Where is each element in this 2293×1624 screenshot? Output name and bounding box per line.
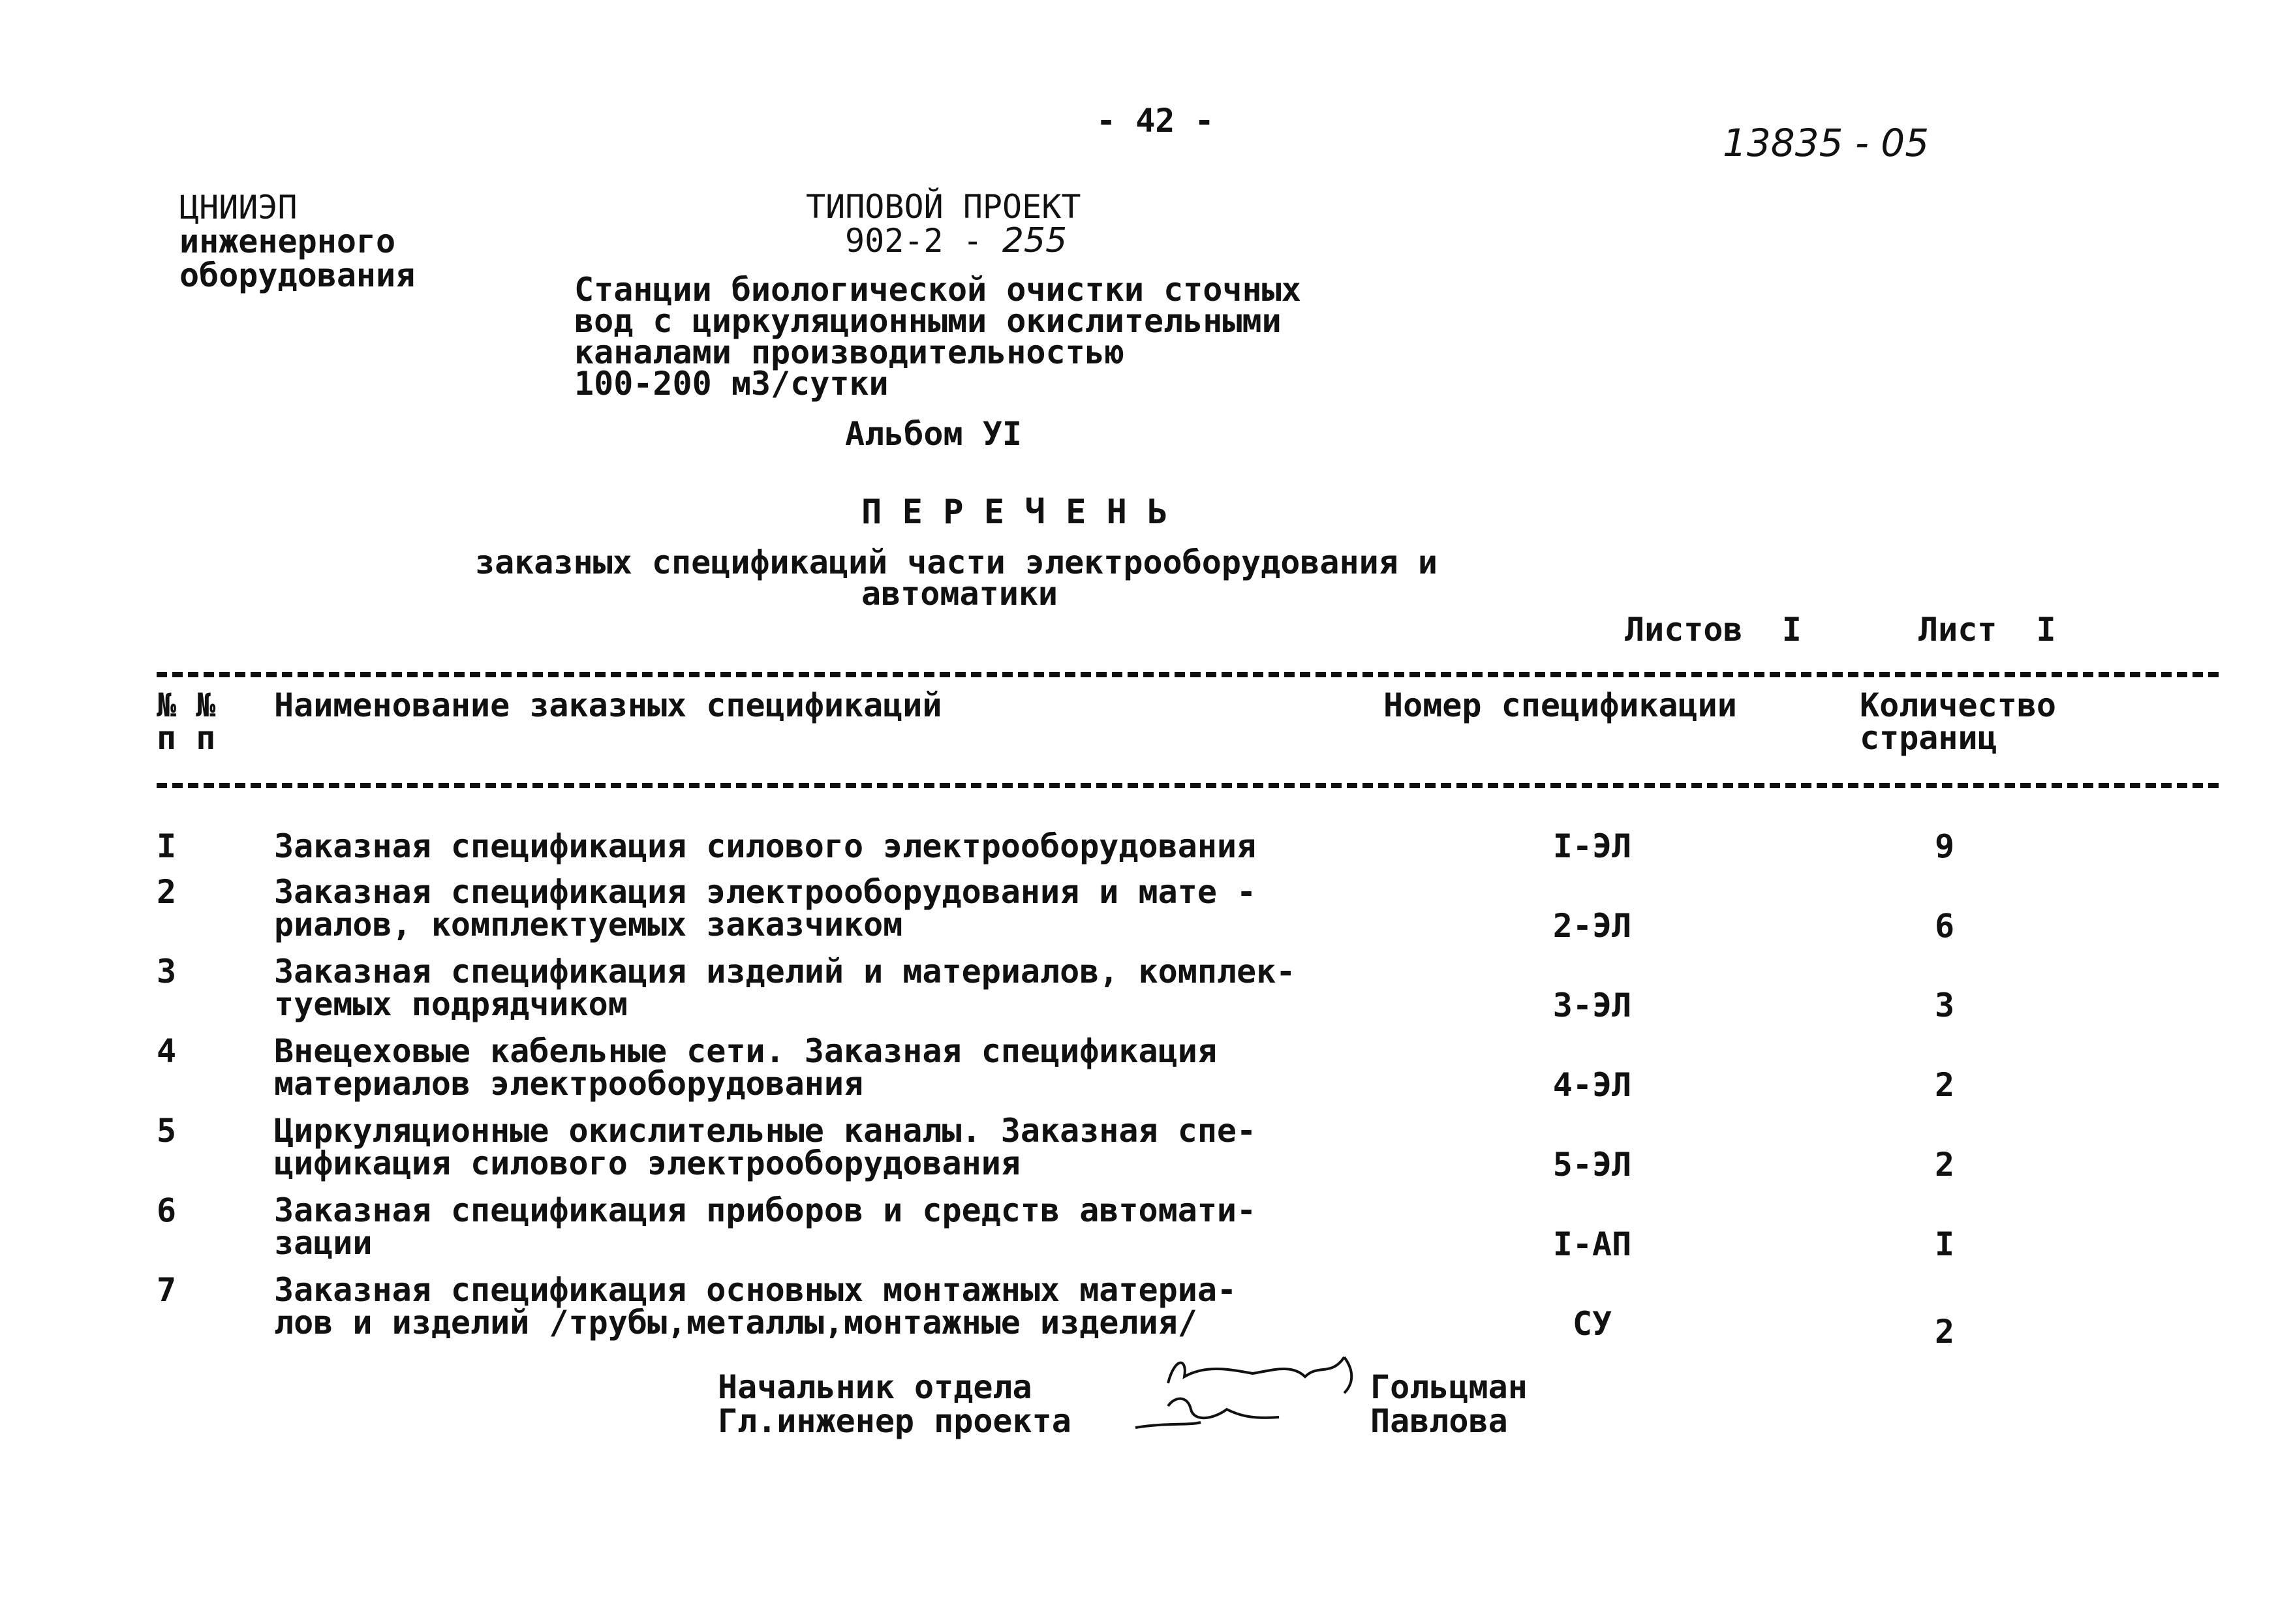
row-spec: 2-ЭЛ (1552, 907, 1632, 945)
sheets-label: Листов (1625, 611, 1743, 649)
row-pages: I (1934, 1225, 1955, 1263)
row-name (274, 1114, 1256, 1180)
organization (179, 191, 415, 292)
row-name (274, 1191, 1257, 1262)
signature-role: Начальник отдела (718, 1368, 1032, 1406)
list-subtitle (475, 544, 1438, 613)
header-num (157, 686, 216, 757)
sheets-value: I (1781, 611, 1802, 649)
row-spec: 4-ЭЛ (1552, 1066, 1632, 1104)
header-num-line: № № (157, 686, 216, 724)
row-name-line: Заказная спецификация изделий и материалов, комплек- (274, 953, 1296, 990)
project-title-line: 100-200 м3/сутки (574, 365, 889, 403)
org-line: инженерного (179, 222, 396, 260)
row-number: 3 (157, 953, 177, 990)
header-num-line: п п (157, 719, 216, 757)
row-spec: I-АП (1552, 1225, 1632, 1263)
row-name (274, 827, 1257, 865)
stamp-number: 13835 - 05 (1723, 121, 1930, 165)
row-name-line: Внецеховые кабельные сети. Заказная спецификация (274, 1032, 1217, 1070)
sheets-count (1625, 611, 1802, 649)
row-name (274, 873, 1257, 943)
org-line: ЦНИИЭП (179, 189, 298, 226)
row-number: 2 (157, 873, 177, 911)
header-pages (1860, 686, 2057, 757)
page-number: - 42 - (1096, 102, 1214, 140)
row-number: 7 (157, 1271, 177, 1309)
project-title (574, 271, 1301, 403)
project-title-line: Станции биологической очистки сточных (574, 271, 1301, 309)
signature-names (1370, 1370, 1528, 1438)
handwritten-signatures (1129, 1344, 1377, 1442)
row-name-line: Заказная спецификация силового электрооборудования (274, 827, 1257, 865)
row-name-line: Заказная спецификация приборов и средств автомати- (274, 1191, 1257, 1229)
album-label: Альбом УI (845, 415, 1022, 453)
table-divider-top (157, 672, 2219, 677)
signature-name: Гольцман (1370, 1368, 1528, 1406)
signature-roles (718, 1370, 1071, 1438)
header-pages-line: страниц (1860, 719, 1997, 757)
sheet-number (1918, 611, 2056, 649)
project-number (845, 221, 1068, 260)
org-line: оборудования (179, 256, 416, 294)
row-name-line: риалов, комплектуемых заказчиком (274, 906, 903, 943)
row-name-line: Заказная спецификация основных монтажных материа- (274, 1271, 1237, 1309)
project-number-handwritten: 255 (1002, 221, 1068, 260)
project-number-printed: 902-2 - (845, 222, 983, 260)
row-pages: 2 (1934, 1066, 1955, 1104)
list-title: П Е Р Е Ч Е Н Ь (861, 493, 1168, 532)
project-title-line: каналами производительностью (574, 333, 1124, 371)
row-number: 6 (157, 1191, 177, 1229)
header-pages-line: Количество (1860, 686, 2057, 724)
row-pages: 9 (1934, 827, 1955, 865)
row-name (274, 953, 1296, 1023)
row-pages: 2 (1934, 1313, 1955, 1351)
row-name-line: цификация силового электрооборудования (274, 1144, 1021, 1182)
row-spec: 3-ЭЛ (1552, 987, 1632, 1024)
row-number: 5 (157, 1112, 177, 1150)
row-name-line: материалов электрооборудования (274, 1065, 864, 1103)
header-name: Наименование заказных спецификаций (274, 686, 942, 724)
sheet-value: I (2036, 611, 2056, 649)
row-name-line: зации (274, 1224, 373, 1262)
row-name-line: Циркуляционные окислительные каналы. Заказная спе- (274, 1112, 1257, 1150)
row-pages: 6 (1934, 907, 1955, 945)
list-subtitle-line: заказных спецификаций части электрооборудования и (475, 544, 1438, 581)
row-number: 4 (157, 1032, 177, 1070)
sheet-label: Лист (1918, 611, 1997, 649)
row-name-line: лов и изделий /трубы,металлы,монтажные изделия/ (274, 1304, 1197, 1341)
row-name (274, 1032, 1217, 1103)
project-title-line: вод с циркуляционными окислительными (574, 302, 1282, 340)
signature-name: Павлова (1370, 1402, 1508, 1440)
row-number: I (157, 827, 177, 865)
row-spec: I-ЭЛ (1552, 827, 1632, 865)
row-pages: 3 (1934, 987, 1955, 1024)
row-spec: 5-ЭЛ (1552, 1146, 1632, 1184)
table-divider-header (157, 783, 2219, 788)
row-name-line: туемых подрядчиком (274, 985, 628, 1023)
row-name-line: Заказная спецификация электрооборудования и мате - (274, 873, 1257, 911)
signature-role: Гл.инженер проекта (718, 1402, 1071, 1440)
list-subtitle-line: автоматики (861, 575, 1058, 613)
row-name (274, 1271, 1237, 1341)
project-label: ТИПОВОЙ ПРОЕКТ (806, 188, 1081, 226)
header-spec: Номер спецификации (1383, 686, 1737, 724)
row-spec: СУ (1572, 1305, 1612, 1343)
row-pages: 2 (1934, 1146, 1955, 1184)
